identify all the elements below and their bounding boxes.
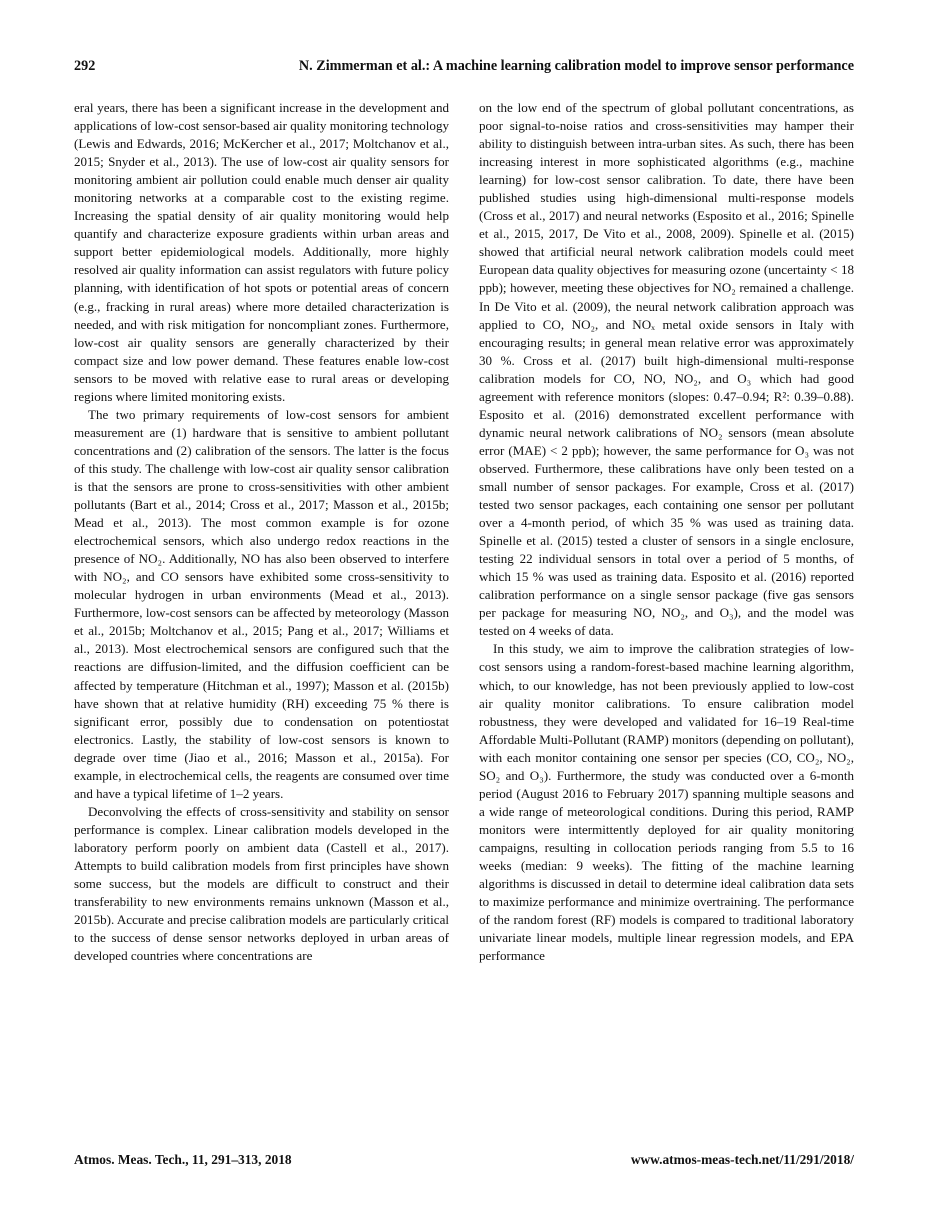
paragraph: The two primary requirements of low-cost sensors for ambient measurement are (1) hardware that is sensitive to ambient pollutant concentrations and (2) calibration of the sensors. The latter is the focus of this study. The challenge with low-cost air quality sensor calibration is that the sensors are prone to cross-sensitivities with other ambient pollutants (Bart et al., 2014; Cross et al., 2017; Masson et al., 2015b; Mead et al., 2013). The most common example is for ozone electrochemical sensors, which also undergo redox reactions in the presence of NO₂. Additionally, NO has also been observed to interfere with NO₂, and CO sensors have exhibited some cross-sensitivity to molecular hydrogen in urban environments (Mead et al., 2013). Furthermore, low-cost sensors can be affected by meteorology (Masson et al., 2015b; Moltchanov et al., 2015; Pang et al., 2017; Williams et al., 2013). Most electrochemical sensors are configured such that the reactions are diffusion-limited, and the diffusion coefficient can be affected by temperature (Hitchman et al., 1997); Masson et al. (2015b) have shown that at relative humidity (RH) exceeding 75 % there is significant error, possibly due to condensation on potentiostat electronics. Lastly, the stability of low-cost sensors is known to degrade over time (Jiao et al., 2016; Masson et al., 2015a). For example, in electrochemical cells, the reagents are consumed over time and have a typical lifetime of 1–2 years. xyxy=(74,406,449,801)
journal-citation: Atmos. Meas. Tech., 11, 291–313, 2018 xyxy=(74,1152,292,1167)
paragraph: on the low end of the spectrum of global pollutant concentrations, as poor signal-to-noise ratios and cross-sensitivities may hamper their ability to distinguish between intra-urban sites. As such, there has been increasing interest in more sophisticated algorithms (e.g., machine learning) for low-cost sensor calibration. To date, there have been published studies using high-dimensional multi-response models (Cross et al., 2017) and neural networks (Esposito et al., 2016; Spinelle et al., 2015, 2017, De Vito et al., 2008, 2009). Spinelle et al. (2015) showed that artificial neural network calibration models could meet European data quality objectives for measuring ozone (uncertainty < 18 ppb); however, meeting these objectives for NO₂ remained a challenge. In De Vito et al. (2009), the neural network calibration approach was applied to CO, NO₂, and NOₓ metal oxide sensors in Italy with encouraging results; in general mean relative error was approximately 30 %. Cross et al. (2017) built high-dimensional multi-response calibration models for CO, NO, NO₂, and O₃ which had good agreement with reference monitors (slopes: 0.47–0.94; R²: 0.39–0.88). Esposito et al. (2016) demonstrated excellent performance with dynamic neural network calibrations of NO₂ sensors (mean absolute error (MAE) < 2 ppb); however, the same performance for O₃ was not observed. Furthermore, these calibrations have only been tested on a small number of sensor packages. For example, Cross et al. (2017) tested two sensor packages, each containing one sensor per pollutant over a 4-month period, of which 35 % was used as training data. Spinelle et al. (2015) tested a cluster of sensors in a single enclosure, testing 22 individual sensors in total over a period of 5 months, of which 15 % was used as training data. Esposito et al. (2016) reported calibration performance on a single sensor package (five gas sensors per package for measuring NO, NO₂, and O₃), and the model was tested on 4 weeks of data. xyxy=(479,100,854,639)
page-footer xyxy=(74,1152,854,1172)
running-title: N. Zimmerman et al.: A machine learning calibration model to improve sensor performance xyxy=(298,58,854,74)
journal-url[interactable]: www.atmos-meas-tech.net/11/291/2018/ xyxy=(630,1152,854,1167)
paragraph: Deconvolving the effects of cross-sensitivity and stability on sensor performance is complex. Linear calibration models developed in the laboratory perform poorly on ambient data (Castell et al., 2017). Attempts to build calibration models from first principles have shown some success, but the models are difficult to construct and their transferability to new environments remains unknown (Masson et al., 2015b). Accurate and precise calibration models are particularly critical to the success of dense sensor networks deployed in urban areas of developed countries where concentrations are xyxy=(74,803,449,964)
right-column xyxy=(479,99,854,965)
page-number: 292 xyxy=(74,58,96,74)
page-header xyxy=(74,58,854,80)
paragraph: eral years, there has been a significant increase in the development and applications of low-cost sensor-based air quality monitoring technology (Lewis and Edwards, 2016; McKercher et al., 2017; Moltchanov et al., 2015; Snyder et al., 2013). The use of low-cost air quality sensors for monitoring ambient air pollution could enable much denser air quality monitoring networks at a comparable cost to the existing regime. Increasing the spatial density of air quality monitoring would help quantify and characterize exposure gradients within urban areas and support better epidemiological models. Additionally, more highly resolved air quality information can assist regulators with future policy planning, with identification of hot spots or potential areas of concern (e.g., fracking in rural areas) where more detailed characterization is needed, and with risk mitigation for noncompliant zones. Furthermore, low-cost air quality sensors are generally characterized by their compact size and low power demand. These features enable low-cost sensors to be moved with relative ease to rural areas or developing regions where limited monitoring exists. xyxy=(74,100,449,404)
left-column xyxy=(74,99,449,965)
paragraph: In this study, we aim to improve the calibration strategies of low-cost sensors using a random-forest-based machine learning algorithm, which, to our knowledge, has not been previously applied to low-cost air quality monitor calibrations. To ensure calibration model robustness, they were developed and validated for 16–19 Real-time Affordable Multi-Pollutant (RAMP) monitors (depending on pollutant), with each monitor containing one sensor per species (CO, CO₂, NO₂, SO₂ and O₃). Furthermore, the study was conducted over a 6-month period (August 2016 to February 2017) spanning multiple seasons and a wide range of meteorological conditions. During this period, RAMP monitors were intermittently deployed for air quality monitoring campaigns, resulting in collocation periods ranging from 5.5 to 16 weeks (median: 9 weeks). The fitting of the machine learning algorithms is discussed in detail to determine ideal calibration data sets to maximize performance and minimize overtraining. The performance of the random forest (RF) models is compared to traditional laboratory univariate linear models, multiple linear regression models, and EPA performance xyxy=(479,641,854,964)
